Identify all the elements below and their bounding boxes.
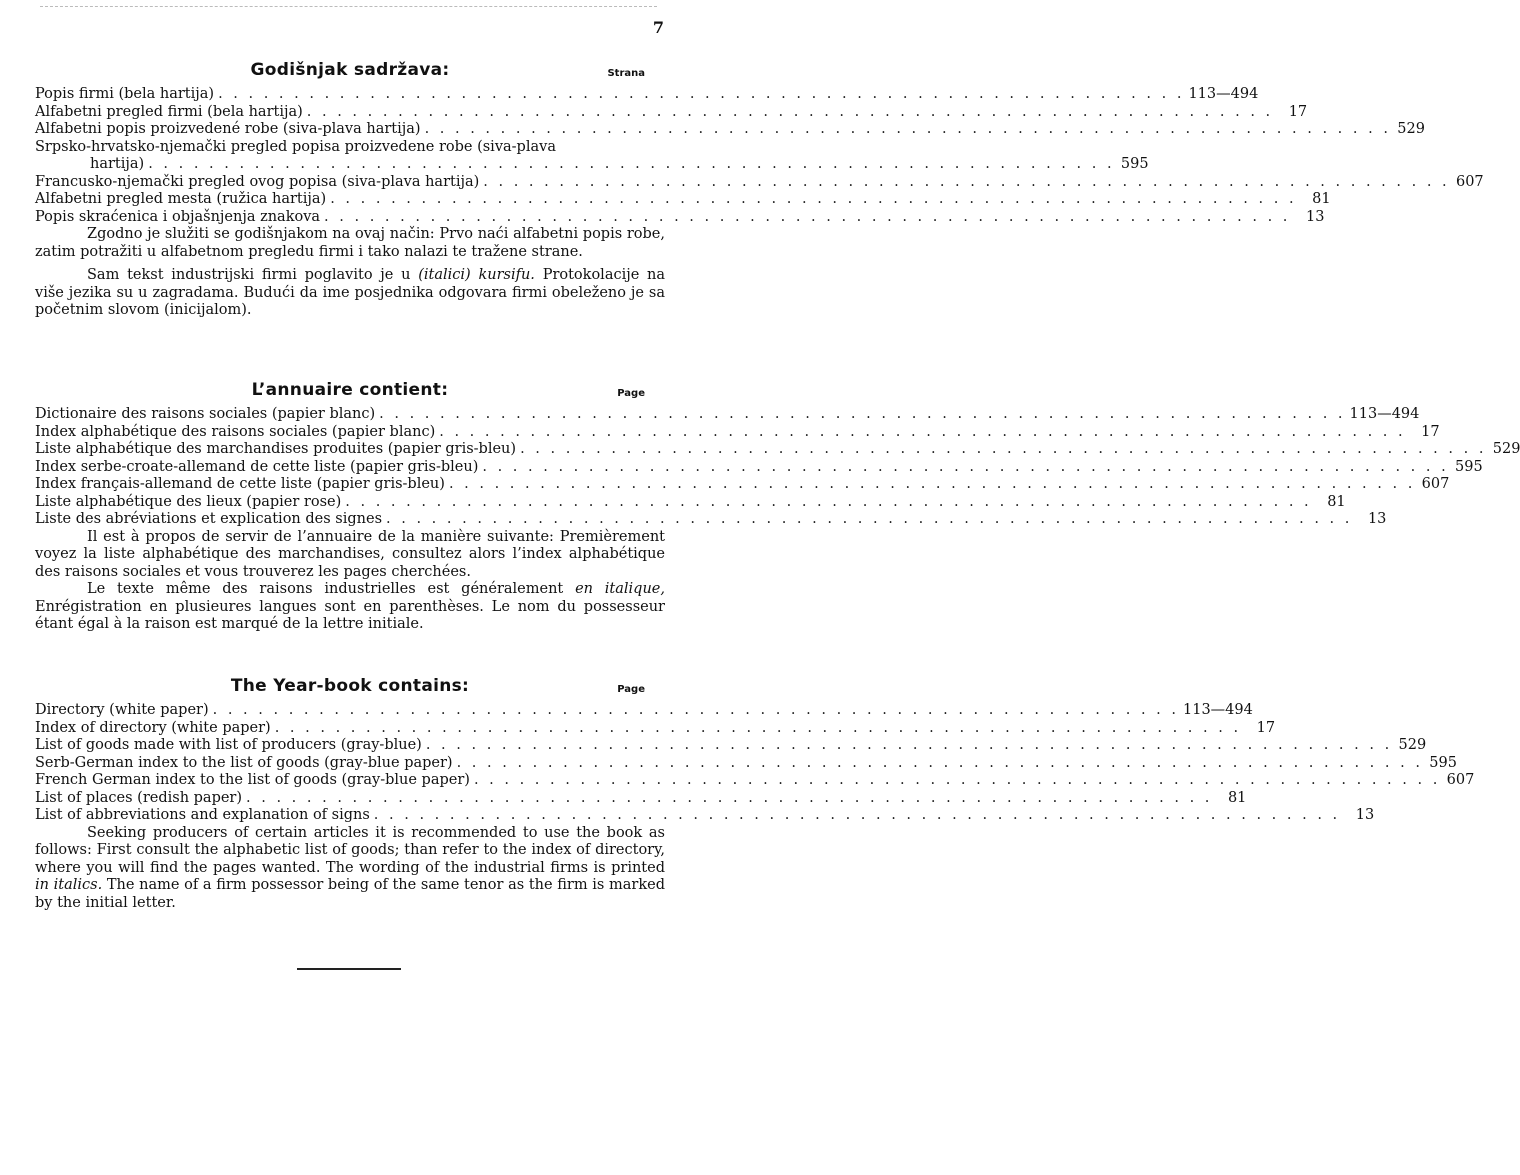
paragraph-text: Enrégistration en plusieures langues sont en parenthèses. Le nom du possesseur étant égal à la raison est marqué de la lettre initiale. xyxy=(35,598,665,632)
toc-entry xyxy=(35,789,1247,808)
entry-label: Liste alphabétique des lieux (papier rose) xyxy=(35,493,342,510)
entry-label: Liste alphabétique des marchandises produites (papier gris-bleu) xyxy=(35,441,517,457)
toc-entry xyxy=(35,719,1276,738)
page-number: 7 xyxy=(652,18,664,37)
entry-pages: 113—494 xyxy=(1183,702,1253,718)
leader-dots: . . . . . . . . . . . . . . . . . . . . . . . . . . . . . . . . . . . . . . . . . . . . . . . . . . . . . . . . . . . . . . . . xyxy=(456,754,1423,771)
entry-pages: 595 xyxy=(1429,754,1457,771)
entry-label: Serb-German index to the list of goods (gray-blue paper) xyxy=(35,754,453,771)
toc-entry xyxy=(35,208,1325,227)
leader-dots: . . . . . . . . . . . . . . . . . . . . . . . . . . . . . . . . . . . . . . . . . . . . . . . . . . . . . . . . . . . . . . . . xyxy=(330,191,1297,207)
section-title: The Year-book contains: xyxy=(230,676,470,696)
instruction-paragraph xyxy=(35,825,665,913)
entry-pages: 13 xyxy=(1367,511,1387,527)
entry-label-first-line: Srpsko-hrvatsko-njemački pregled popisa proizvedene robe (siva-plava xyxy=(35,138,556,155)
toc-entry xyxy=(35,702,1253,720)
entry-pages: 529 xyxy=(1492,441,1520,457)
entry-label: French German index to the list of goods (gray-blue paper) xyxy=(35,772,470,788)
toc-entry xyxy=(35,191,1331,209)
leader-dots: . . . . . . . . . . . . . . . . . . . . . . . . . . . . . . . . . . . . . . . . . . . . . . . . . . . . . . . . . . . . . . . . xyxy=(379,406,1346,422)
leader-dots: . . . . . . . . . . . . . . . . . . . . . . . . . . . . . . . . . . . . . . . . . . . . . . . . . . . . . . . . . . . . . . . . xyxy=(448,476,1416,492)
paragraph-text: Protokolacije na više jezika su u zagradama. Budući da ime posjednika odgovara firmi obeleženo je sa početnim slovom (inicijalom). xyxy=(35,267,666,318)
entry-label: Francusko-njemački pregled ovog popisa (siva-plava hartija) xyxy=(35,173,480,190)
entry-label: Popis firmi (bela hartija) xyxy=(35,86,215,102)
toc-entry xyxy=(35,737,1427,755)
toc-entry xyxy=(35,156,1149,174)
italic-text: in italics. xyxy=(35,877,103,893)
closing-rule xyxy=(297,968,401,970)
leader-dots: . . . . . . . . . . . . . . . . . . . . . . . . . . . . . . . . . . . . . . . . . . . . . . . . . . . . . . . . . . . . . . . . xyxy=(386,511,1353,527)
leader-dots: . . . . . . . . . . . . . . . . . . . . . . . . . . . . . . . . . . . . . . . . . . . . . . . . . . . . . . . . . . . . . . . . xyxy=(473,772,1441,788)
entry-label: Index français-allemand de cette liste (papier gris-bleu) xyxy=(35,476,445,492)
entry-pages: 81 xyxy=(1327,493,1346,510)
toc-entry xyxy=(35,807,1375,825)
leader-dots: . . . . . . . . . . . . . . . . . . . . . . . . . . . . . . . . . . . . . . . . . . . . . . . . . . . . . . . . . . . . . . . . xyxy=(425,737,1393,753)
section-header xyxy=(35,380,665,404)
toc-entry xyxy=(35,754,1457,773)
entry-label: Alfabetni popis proizvedené robe (siva-plava hartija) xyxy=(35,121,421,137)
toc-entry xyxy=(35,458,1483,477)
leader-dots: . . . . . . . . . . . . . . . . . . . . . . . . . . . . . . . . . . . . . . . . . . . . . . . . . . . . . . . . . . . . . . . . xyxy=(274,719,1242,736)
entry-label: Index alphabétique des raisons sociales (papier blanc) xyxy=(35,423,436,440)
section-header xyxy=(35,676,665,700)
entry-pages: 607 xyxy=(1446,772,1475,788)
entry-pages: 529 xyxy=(1398,737,1427,753)
section-french xyxy=(35,380,1520,634)
leader-dots: . . . . . . . . . . . . . . . . . . . . . . . . . . . . . . . . . . . . . . . . . . . . . . . . . . . . . . . . . . . . . . . . xyxy=(148,156,1115,172)
toc-entry xyxy=(35,423,1440,442)
entry-pages: 81 xyxy=(1227,789,1247,806)
instruction-paragraph xyxy=(35,226,665,261)
page-column-label: Strana xyxy=(607,68,645,79)
entry-label: Index of directory (white paper) xyxy=(35,719,271,736)
entry-label: Directory (white paper) xyxy=(35,702,209,718)
entry-pages: 113—494 xyxy=(1349,406,1420,422)
leader-dots: . . . . . . . . . . . . . . . . . . . . . . . . . . . . . . . . . . . . . . . . . . . . . . . . . . . . . . . . . . . . . . . . xyxy=(218,86,1185,102)
leader-dots: . . . . . . . . . . . . . . . . . . . . . . . . . . . . . . . . . . . . . . . . . . . . . . . . . . . . . . . . . . . . . . . . xyxy=(424,121,1391,137)
entry-label: Dictionaire des raisons sociales (papier blanc) xyxy=(35,406,376,422)
toc-entry xyxy=(35,772,1475,790)
entry-pages: 595 xyxy=(1120,156,1149,172)
section-title: Godišnjak sadržava: xyxy=(250,60,450,80)
toc-entry xyxy=(35,86,1259,104)
leader-dots: . . . . . . . . . . . . . . . . . . . . . . . . . . . . . . . . . . . . . . . . . . . . . . . . . . . . . . . . . . . . . . . . xyxy=(483,173,1450,190)
paragraph-text: Sam tekst industrijski firmi poglavito je u xyxy=(87,267,411,283)
toc-entry xyxy=(35,103,1308,122)
toc-entry xyxy=(35,441,1520,459)
paragraph-text: The name of a firm possessor being of the same tenor as the firm is marked by the initial letter. xyxy=(35,877,665,911)
note-paragraph xyxy=(35,267,665,320)
entry-pages: 595 xyxy=(1455,458,1483,475)
entry-pages: 607 xyxy=(1421,476,1450,492)
toc-entry xyxy=(35,406,1420,424)
section-header xyxy=(35,60,665,84)
page-column-label: Page xyxy=(617,388,645,399)
top-border-rule xyxy=(40,6,657,7)
note-paragraph xyxy=(35,581,665,634)
entry-label: Liste des abréviations et explication des signes xyxy=(35,511,383,527)
entry-label: List of places (redish paper) xyxy=(35,789,243,806)
leader-dots: . . . . . . . . . . . . . . . . . . . . . . . . . . . . . . . . . . . . . . . . . . . . . . . . . . . . . . . . . . . . . . . . xyxy=(306,103,1274,120)
leader-dots: . . . . . . . . . . . . . . . . . . . . . . . . . . . . . . . . . . . . . . . . . . . . . . . . . . . . . . . . . . . . . . . . xyxy=(373,807,1341,823)
toc-entry xyxy=(35,476,1450,494)
leader-dots: . . . . . . . . . . . . . . . . . . . . . . . . . . . . . . . . . . . . . . . . . . . . . . . . . . . . . . . . . . . . . . . . xyxy=(520,441,1487,457)
entry-pages: 17 xyxy=(1421,423,1440,440)
leader-dots: . . . . . . . . . . . . . . . . . . . . . . . . . . . . . . . . . . . . . . . . . . . . . . . . . . . . . . . . . . . . . . . . xyxy=(246,789,1213,806)
entry-pages: 529 xyxy=(1397,121,1425,137)
leader-dots: . . . . . . . . . . . . . . . . . . . . . . . . . . . . . . . . . . . . . . . . . . . . . . . . . . . . . . . . . . . . . . . . xyxy=(345,493,1312,510)
paragraph-text: Zgodno je služiti se godišnjakom na ovaj način: Prvo naći alfabetni popis robe, zatim potražiti u alfabetnom pregledu firmi i tako nalazi te tražene strane. xyxy=(35,226,665,260)
leader-dots: . . . . . . . . . . . . . . . . . . . . . . . . . . . . . . . . . . . . . . . . . . . . . . . . . . . . . . . . . . . . . . . . xyxy=(482,458,1449,475)
toc-entry xyxy=(35,493,1346,512)
entry-label: List of goods made with list of producers (gray-blue) xyxy=(35,737,422,753)
entry-pages: 13 xyxy=(1355,807,1375,823)
leader-dots: . . . . . . . . . . . . . . . . . . . . . . . . . . . . . . . . . . . . . . . . . . . . . . . . . . . . . . . . . . . . . . . . xyxy=(324,208,1291,225)
italic-text: en italique, xyxy=(575,581,665,597)
toc-entry xyxy=(35,173,1484,192)
entry-pages: 13 xyxy=(1305,208,1325,225)
toc-entry xyxy=(35,511,1387,529)
paragraph-text: Le texte même des raisons industrielles est généralement xyxy=(87,581,564,597)
section-serbian xyxy=(35,60,1484,320)
entry-pages: 17 xyxy=(1288,103,1308,120)
page-column-label: Page xyxy=(617,684,645,695)
toc-entry xyxy=(35,121,1425,139)
entry-label: Alfabetni pregled firmi (bela hartija) xyxy=(35,103,303,120)
entry-label: Alfabetni pregled mesta (ružica hartija) xyxy=(35,191,327,207)
paragraph-text: Seeking producers of certain articles it is recommended to use the book as follows: First consult the alphabetic list of goods; than refer to the index of directory, where you will find the pages wanted. The wording of the industrial firms is printed xyxy=(35,824,665,876)
entry-label: hartija) xyxy=(90,156,145,172)
entry-label: List of abbreviations and explanation of signs xyxy=(35,807,370,823)
entry-label: Popis skraćenica i objašnjenja znakova xyxy=(35,208,321,225)
leader-dots: . . . . . . . . . . . . . . . . . . . . . . . . . . . . . . . . . . . . . . . . . . . . . . . . . . . . . . . . . . . . . . . . xyxy=(212,702,1179,718)
entry-label: Index serbe-croate-allemand de cette liste (papier gris-bleu) xyxy=(35,458,479,475)
entry-pages: 607 xyxy=(1455,173,1484,190)
section-title: L’annuaire contient: xyxy=(251,380,449,400)
italic-text: (italici) kursifu. xyxy=(418,267,535,283)
leader-dots: . . . . . . . . . . . . . . . . . . . . . . . . . . . . . . . . . . . . . . . . . . . . . . . . . . . . . . . . . . . . . . . . xyxy=(439,423,1406,440)
paragraph-text: Il est à propos de servir de l’annuaire de la manière suivante: Premièrement voyez la liste alphabétique des marchandises, consultez alors l’index alphabétique des raisons sociales et vous trouverez les pages cherchées. xyxy=(35,528,665,580)
section-english xyxy=(35,676,1475,912)
entry-pages: 17 xyxy=(1256,719,1276,736)
instruction-paragraph xyxy=(35,529,665,582)
entry-pages: 113—494 xyxy=(1188,86,1259,102)
entry-pages: 81 xyxy=(1312,191,1331,207)
